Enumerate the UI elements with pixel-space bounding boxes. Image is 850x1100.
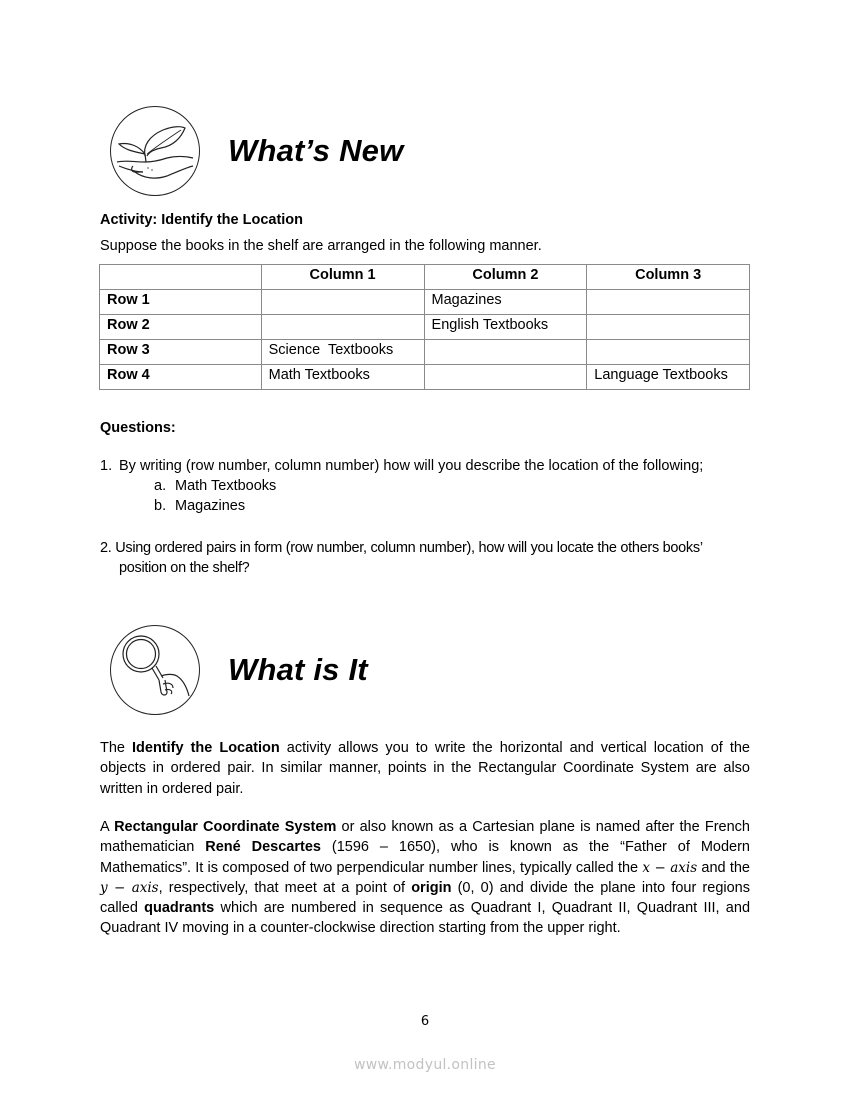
activity-title: Activity: Identify the Location [100,212,304,228]
paragraph-identify-location [100,738,750,799]
watermark: www.modyul.online [354,1057,496,1073]
text: (1596 – 1650), who is known as the “Father of Modern Mathematics”. It is composed of two perpendicular number lines, typically called the [100,839,750,876]
hand-holding-magnifying-glass-icon [110,625,200,715]
item-letter: a. [154,478,167,494]
question-2-line-1: 2. Using ordered pairs in form (row number, column number), how will you locate the others books’ [100,540,703,556]
text: or also known as a Cartesian plane is named after the French mathematician [100,819,750,856]
table-header-cell [100,265,262,290]
row-label: Row 4 [100,365,262,390]
section-title: What is It [228,652,368,687]
table-row [100,290,750,315]
question-2-line-2: position on the shelf? [119,560,250,576]
bold-term: René Descartes [205,839,321,856]
item-text: Magazines [175,498,246,514]
table-cell [261,315,424,340]
table-header-cell: Column 2 [424,265,587,290]
table-cell: Magazines [424,290,587,315]
bold-term: Rectangular Coordinate System [114,819,337,835]
text: , respectively, that meet at a point of [158,879,412,896]
bold-term: origin [411,879,452,896]
question-2 [100,538,760,578]
table-cell [587,290,750,315]
question-1 [100,458,703,474]
section-title: What’s New [228,133,404,168]
text: A [100,819,115,835]
hand-holding-plant-icon [110,106,200,196]
item-letter: b. [154,498,167,514]
activity-intro: Suppose the books in the shelf are arranged in the following manner. [100,238,542,254]
table-cell [424,340,587,365]
table-header-row [100,265,750,290]
math-y-axis: y − axis [100,879,159,896]
text: The [100,740,132,756]
question-1-item-b [154,498,245,514]
table-cell: Science Textbooks [261,340,424,365]
item-text: Math Textbooks [175,478,277,494]
whats-new-header [110,106,403,196]
table-cell: English Textbooks [424,315,587,340]
table-cell [261,290,424,315]
table-row [100,365,750,390]
text: (0, 0) and divide the plane into four regions called [100,879,750,917]
bold-term: quadrants [144,900,215,917]
paragraph-rectangular-coordinate-system [100,817,750,939]
text: which are numbered in sequence as Quadrant I, Quadrant II, Quadrant III, and Quadrant IV moving in a counter-clockwise direction starting from the upper right. [100,900,751,937]
row-label: Row 2 [100,315,262,340]
questions-title: Questions: [100,420,176,436]
table-header-cell: Column 3 [587,265,750,290]
row-label: Row 1 [100,290,262,315]
page-number: 6 [420,1014,430,1029]
row-label: Row 3 [100,340,262,365]
math-x-axis: x − axis [642,859,698,876]
table-cell [587,340,750,365]
text: activity allows you to write the horizontal and vertical location of the objects in ordered pair. In similar manner, points in the Rectangular Coordinate System are also written in ordered pair. [100,740,750,797]
table-cell [587,315,750,340]
question-text: By writing (row number, column number) how will you describe the location of the following; [119,458,704,474]
bold-term: Identify the Location [132,740,280,756]
table-cell: Language Textbooks [587,365,750,390]
what-is-it-header [110,625,368,715]
bookshelf-table [99,264,750,390]
question-1-item-a [154,478,276,494]
table-cell: Math Textbooks [261,365,424,390]
table-row [100,340,750,365]
question-number: 1. [100,458,113,474]
text: and the [697,859,750,876]
table-row [100,315,750,340]
table-cell [424,365,587,390]
table-header-cell: Column 1 [261,265,424,290]
